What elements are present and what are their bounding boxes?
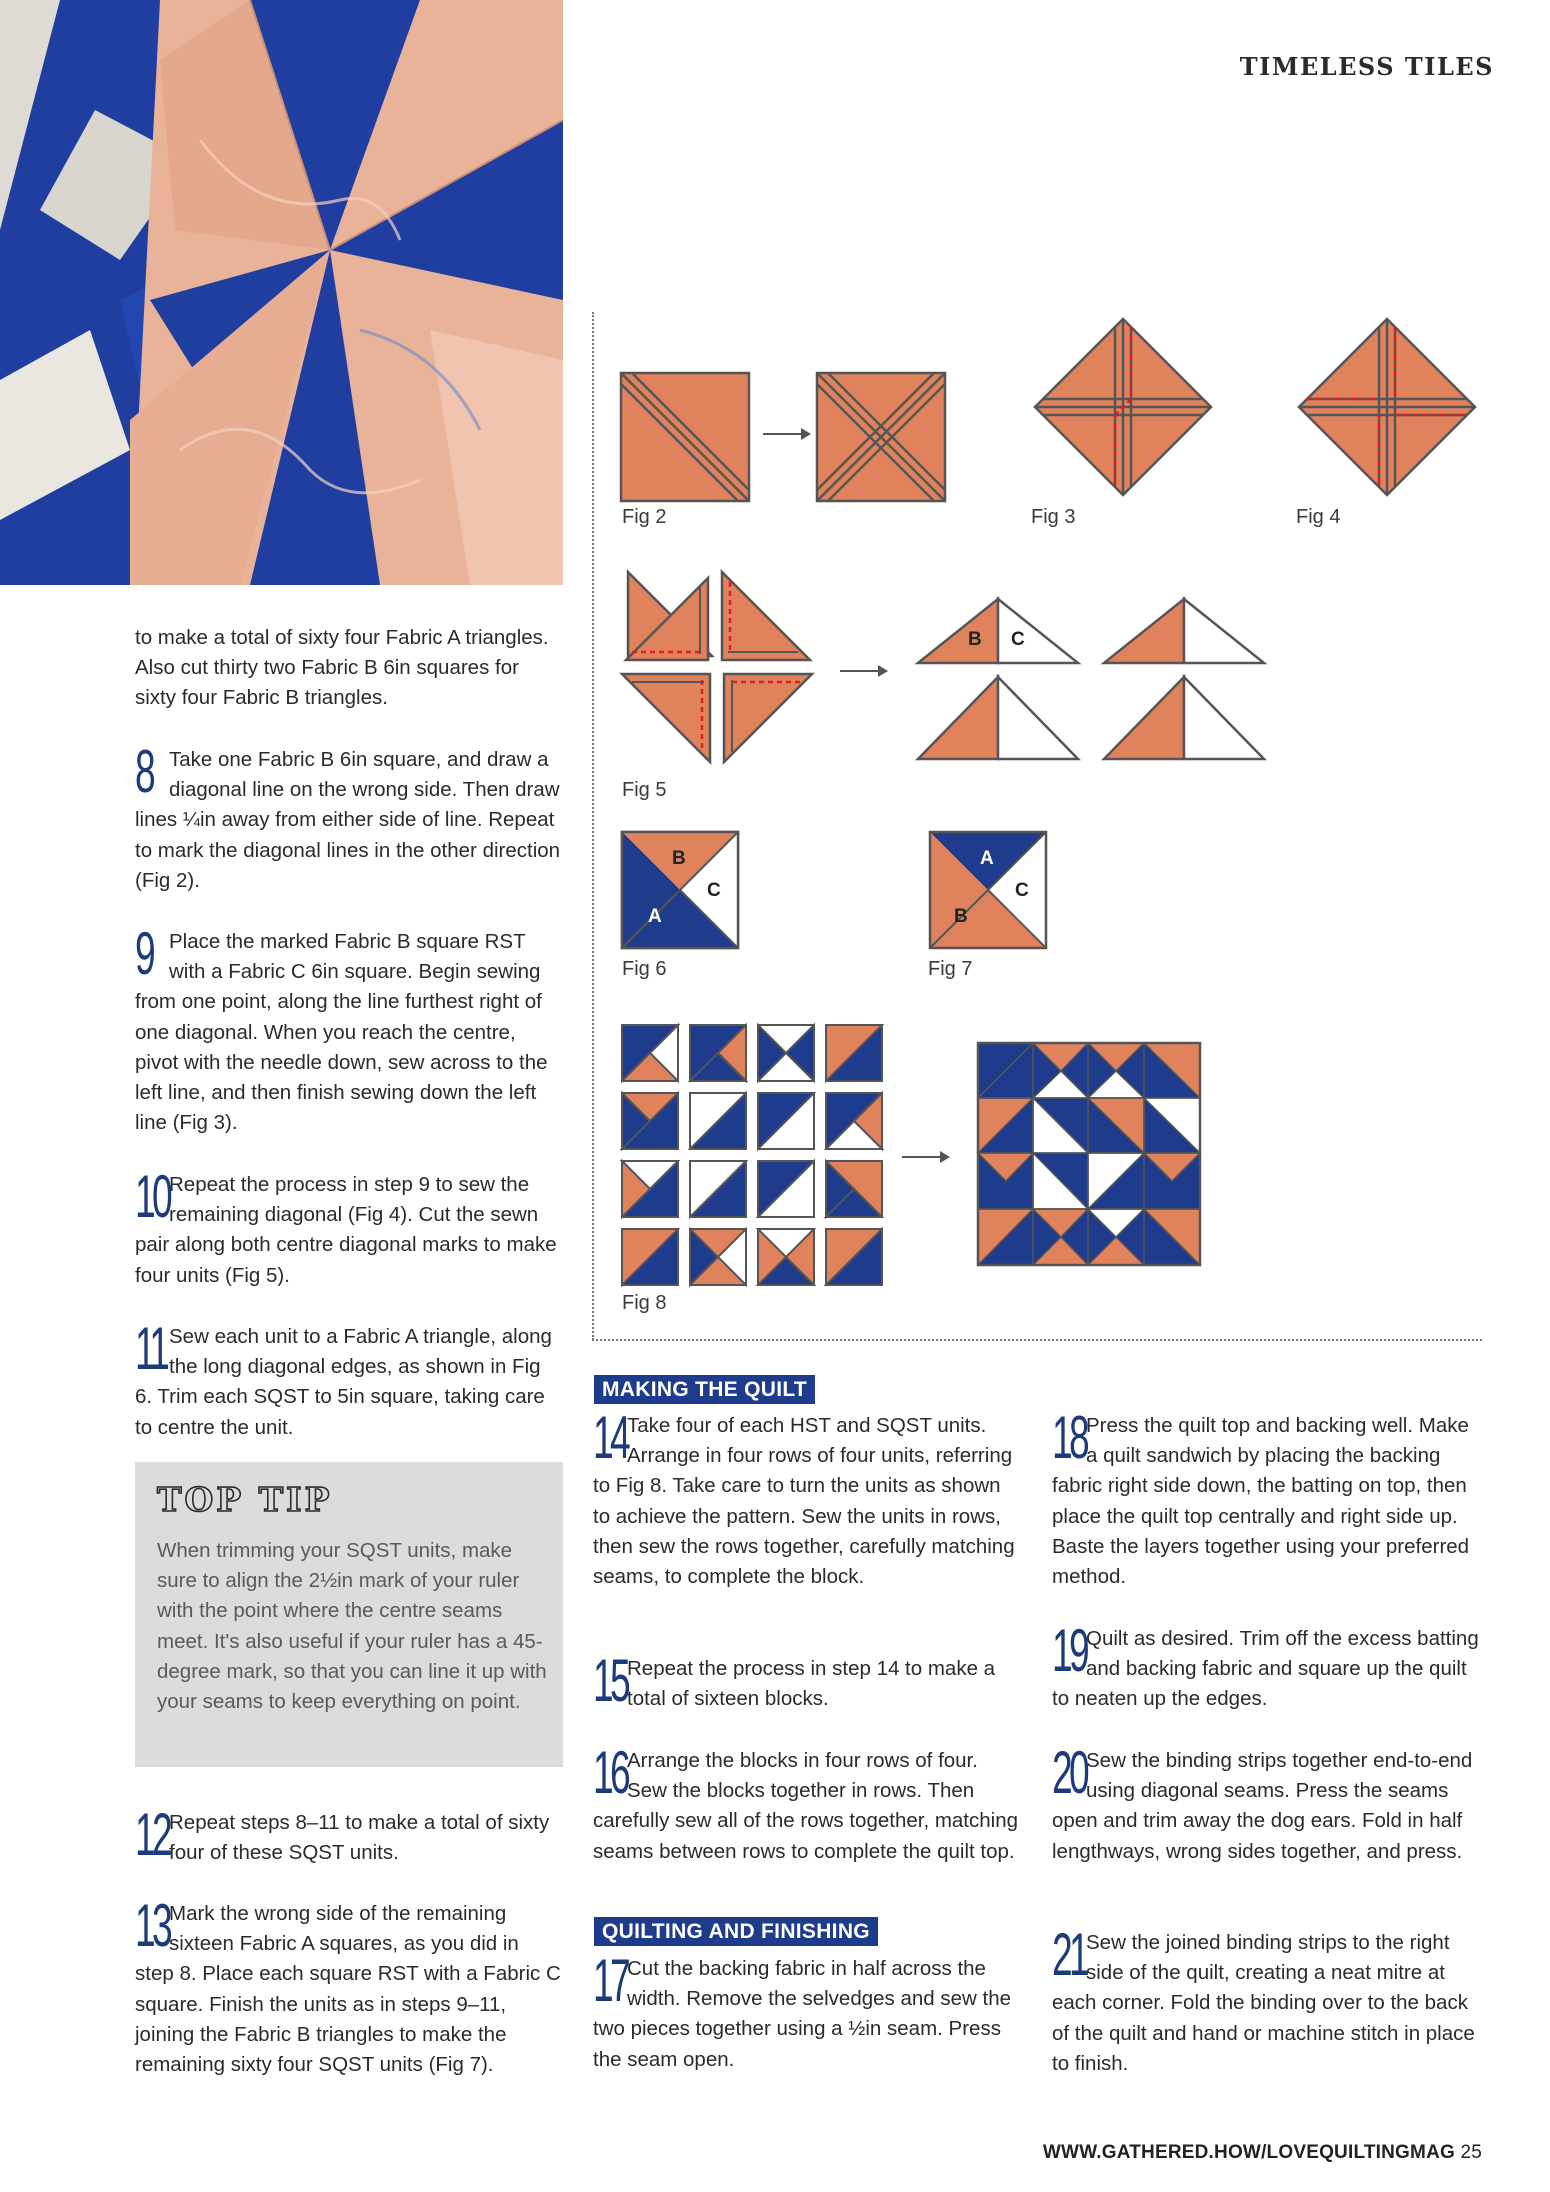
figure-divider-horizontal xyxy=(592,1339,1482,1341)
fig2-square-two xyxy=(816,372,956,512)
fig5-letter-c: C xyxy=(1011,629,1025,650)
step-16 xyxy=(593,1739,1021,1867)
step-21 xyxy=(1052,1921,1482,2079)
step-number: 10 xyxy=(135,1163,169,1230)
step-15 xyxy=(593,1647,1021,1714)
step-number: 21 xyxy=(1052,1921,1086,1988)
fig4-diamond xyxy=(1297,317,1481,501)
step-number: 8 xyxy=(135,738,152,805)
top-tip-body: When trimming your SQST units, make sure to align the 2½in mark of your ruler with the point where the centre seams meet. It's also useful if your ruler has a 45-degree mark, so that you can line it up with your seams to keep everything on point. xyxy=(157,1539,547,1714)
step-number: 9 xyxy=(135,920,152,987)
step-10 xyxy=(135,1163,563,1291)
step-number: 19 xyxy=(1052,1617,1086,1684)
fig7-letter-c: C xyxy=(1015,880,1029,901)
step-text: Sew the joined binding strips to the right side of the quilt, creating a neat mitre at each corner. Fold the binding over to the back of the quilt and hand or machine stitch in place to finish. xyxy=(1052,1931,1475,2075)
step-text: Take one Fabric B 6in square, and draw a diagonal line on the wrong side. Then draw lines ¼in away from either side of line. Repeat to mark the diagonal lines in the other direction (Fig 2). xyxy=(135,748,561,892)
fig5-triangle xyxy=(916,675,1086,765)
step-11 xyxy=(135,1315,563,1443)
step-number: 12 xyxy=(135,1801,169,1868)
step-18 xyxy=(1052,1404,1482,1592)
step-number: 20 xyxy=(1052,1739,1086,1806)
step-text: Sew the binding strips together end-to-end using diagonal seams. Press the seams open and trim away the dog ears. Fold in half lengthways, wrong sides together, and press. xyxy=(1052,1749,1473,1863)
fig7-letter-a: A xyxy=(980,848,994,869)
fig5-label: Fig 5 xyxy=(622,779,667,801)
magazine-url[interactable]: WWW.GATHERED.HOW/LOVEQUILTINGMAG xyxy=(1042,2142,1455,2163)
step-14 xyxy=(593,1404,1021,1592)
fig5-letter-b: B xyxy=(968,629,982,650)
step-text: Repeat steps 8–11 to make a total of sixty four of these SQST units. xyxy=(169,1811,550,1865)
step-text: Arrange the blocks in four rows of four. Sew the blocks together in rows. Then carefully sew all of the rows together, matching seams between rows to complete the quilt top. xyxy=(593,1749,1019,1863)
top-tip-box xyxy=(135,1462,563,1767)
fig6-letter-c: C xyxy=(707,880,721,901)
step-number: 17 xyxy=(593,1947,627,2014)
fig3-diamond xyxy=(1033,317,1217,501)
fig5-triangle-bc xyxy=(916,597,1086,667)
step-text: Place the marked Fabric B square RST with a Fabric C 6in square. Begin sewing from one point, along the line furthest right of one diagonal. When you reach the centre, pivot with the needle down, sew across to the left line, and then finish sewing down the left line (Fig 3). xyxy=(135,930,548,1135)
step-text: Mark the wrong side of the remaining sixteen Fabric A squares, as you did in step 8. Place each square RST with a Fabric C square. Finish the units as in steps 9–11, joining the Fabric B triangles to make the remaining sixty four SQST units (Fig 7). xyxy=(135,1902,561,2077)
step-number: 11 xyxy=(135,1315,167,1382)
fig4-label: Fig 4 xyxy=(1296,506,1341,528)
step-number: 16 xyxy=(593,1739,627,1806)
fig6-sqst-unit xyxy=(620,830,742,952)
top-tip-title: TOP TIP xyxy=(157,1480,333,1519)
fig8-loose-units xyxy=(620,1023,890,1285)
figure-divider-vertical xyxy=(592,312,594,1340)
fig6-letter-b: B xyxy=(672,848,686,869)
step-text: Take four of each HST and SQST units. Arrange in four rows of four units, referring to Fig 8. Take care to turn the units as shown to achieve the pattern. Sew the units in rows, then sew the rows together, carefully matching seams, to complete the block. xyxy=(593,1414,1015,1589)
step-text: Press the quilt top and backing well. Make a quilt sandwich by placing the backing fabric right side down, the batting on top, then place the quilt top centrally and right side up. Baste the layers together using your preferred method. xyxy=(1052,1414,1470,1589)
intro-paragraph xyxy=(135,623,563,714)
fig6-letter-a: A xyxy=(648,906,662,927)
fig7-letter-b: B xyxy=(954,906,968,927)
fig5-four-units xyxy=(620,570,830,770)
fig5-triangle xyxy=(1102,597,1272,667)
making-the-quilt-heading: MAKING THE QUILT xyxy=(594,1375,815,1404)
arrow-icon xyxy=(840,661,890,681)
quilt-photo xyxy=(0,0,563,585)
step-number: 14 xyxy=(593,1404,627,1471)
step-number: 18 xyxy=(1052,1404,1086,1471)
intro-text: to make a total of sixty four Fabric A triangles. Also cut thirty two Fabric B 6in squares for sixty four Fabric B triangles. xyxy=(135,626,549,710)
step-number: 13 xyxy=(135,1892,169,1959)
step-19 xyxy=(1052,1617,1482,1715)
page-number: 25 xyxy=(1460,2142,1482,2163)
page-footer xyxy=(1043,2142,1482,2164)
step-17 xyxy=(593,1947,1021,2075)
section-title: TIMELESS TILES xyxy=(1239,52,1494,81)
arrow-icon xyxy=(763,424,813,444)
step-text: Sew each unit to a Fabric A triangle, along the long diagonal edges, as shown in Fig 6. Trim each SQST to 5in square, taking care to centre the unit. xyxy=(135,1325,552,1439)
fig2-square-one xyxy=(620,372,760,512)
fig6-label: Fig 6 xyxy=(622,958,667,980)
quilting-and-finishing-heading: QUILTING AND FINISHING xyxy=(594,1917,878,1946)
fig8-assembled-block xyxy=(978,1043,1202,1267)
step-13 xyxy=(135,1892,563,2080)
step-20 xyxy=(1052,1739,1482,1867)
fig7-label: Fig 7 xyxy=(928,958,973,980)
step-number: 15 xyxy=(593,1647,627,1714)
step-12 xyxy=(135,1801,563,1868)
arrow-icon xyxy=(902,1147,952,1167)
step-9 xyxy=(135,920,563,1138)
step-text: Repeat the process in step 9 to sew the remaining diagonal (Fig 4). Cut the sewn pair along both centre diagonal marks to make four units (Fig 5). xyxy=(135,1173,557,1287)
step-text: Quilt as desired. Trim off the excess batting and backing fabric and square up the quilt to neaten up the edges. xyxy=(1052,1627,1479,1711)
fig3-label: Fig 3 xyxy=(1031,506,1076,528)
fig8-label: Fig 8 xyxy=(622,1292,667,1314)
step-8 xyxy=(135,738,563,896)
step-text: Repeat the process in step 14 to make a total of sixteen blocks. xyxy=(627,1657,996,1711)
fig7-sqst-unit xyxy=(928,830,1050,952)
step-text: Cut the backing fabric in half across the width. Remove the selvedges and sew the two pieces together using a ½in seam. Press the seam open. xyxy=(593,1957,1012,2071)
fig2-label: Fig 2 xyxy=(622,506,667,528)
fig5-triangle xyxy=(1102,675,1272,765)
